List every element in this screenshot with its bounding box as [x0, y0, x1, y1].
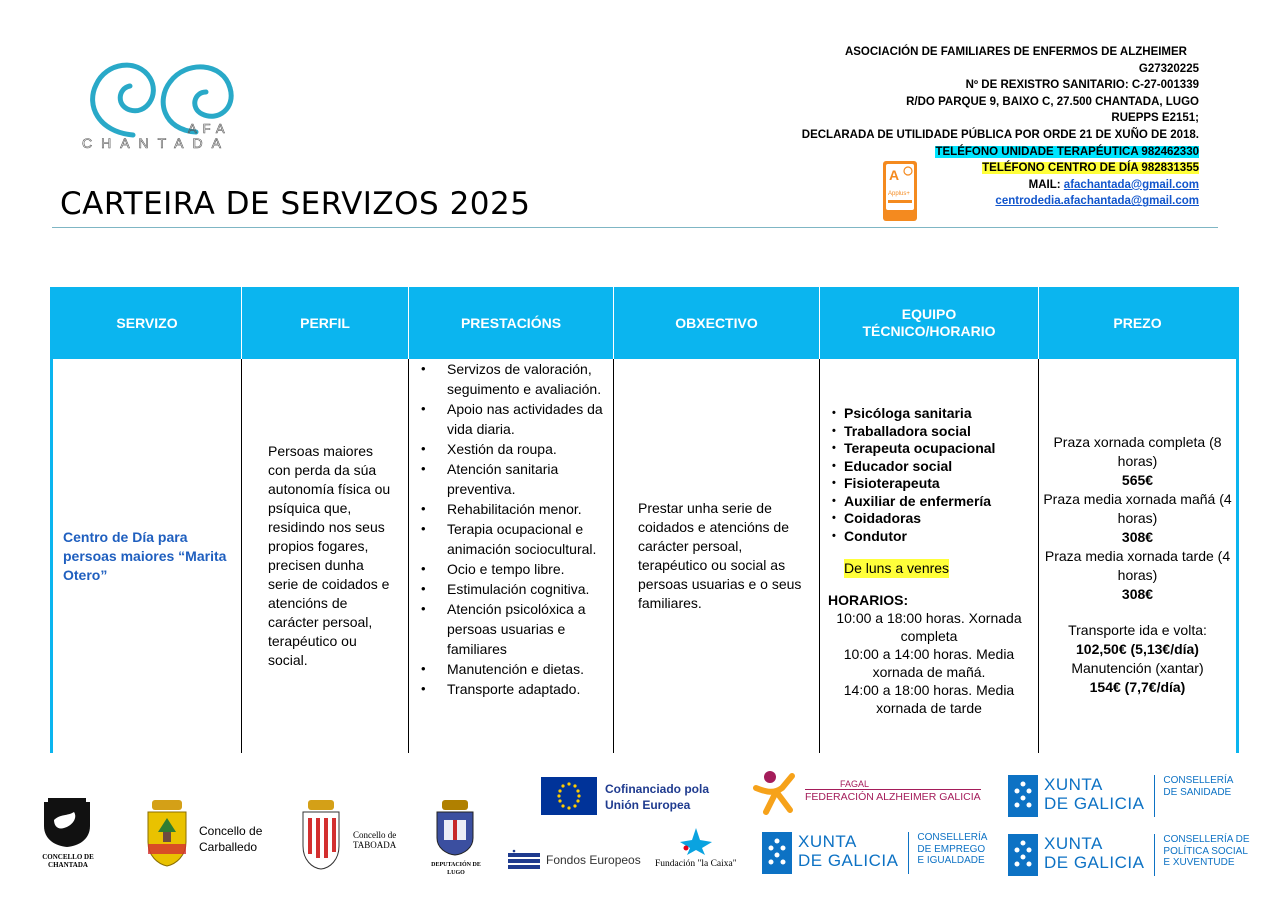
chantada-crest: [38, 796, 98, 869]
svg-text:CHANTADA: CHANTADA: [82, 135, 230, 151]
chantada-label: CONCELLO DE CHANTADA: [42, 853, 94, 869]
col-header-prezo: PREZO: [1039, 287, 1238, 359]
list-item: • Fisioterapeuta: [844, 475, 1038, 493]
applus-label: Applus+: [888, 191, 910, 197]
equipo-header-line: TÉCNICO/HORARIO: [862, 323, 996, 339]
list-item: • Auxiliar de enfermería: [844, 493, 1038, 511]
association-info: [802, 44, 1199, 210]
info-line: DECLARADA DE UTILIDADE PÚBLICA POR ORDE 21 DE XUÑO DE 2018.: [801, 128, 1199, 141]
horarios-label: HORARIOS:: [828, 592, 909, 608]
list-item: • Traballadora social: [844, 423, 1038, 441]
cell-perfil: Persoas maiores con perda da súa autonomía física ou psíquica que, residindo nos seus propios fogares, precisen dunha serie de coidados e atencións de carácter persoal, terapéutico ou social.: [242, 359, 409, 753]
info-line: RUEPPS E2151;: [1111, 112, 1199, 125]
title-divider: [52, 227, 1218, 228]
deputacion-label: DEPUTACIÓN DE LUGO: [431, 862, 481, 876]
phone-day-centre: TELÉFONO CENTRO DE DÍA 982831355: [982, 162, 1199, 175]
xunta-shield-icon: [762, 832, 792, 874]
fagal-federation-label: FEDERACIÓN ALZHEIMER GALICIA: [805, 791, 981, 803]
cell-obxectivo: Prestar unha serie de coidados e atencións de carácter persoal, terapéutico ou social as persoas usuarias e o seus familiares.: [614, 359, 820, 753]
horario-line: 10:00 a 18:00 horas. Xornada completa: [836, 610, 1022, 644]
crest-icon: [434, 798, 476, 856]
xunta-emprego-logo: XUNTA DE GALICIA CONSELLERÍA DE EMPREGO E IGUALDADE: [762, 832, 987, 874]
equipo-list: [820, 405, 1038, 545]
col-header-servizo: SERVIZO: [52, 287, 242, 359]
carballedo-crest: [144, 798, 190, 873]
crest-icon: [144, 798, 190, 868]
applus-certification-icon: [882, 160, 918, 222]
horario-line: 14:00 a 18:00 horas. Media xornada de tarde: [843, 682, 1015, 716]
fagal-label: FAGAL: [840, 779, 870, 789]
price-value: 308€: [1121, 529, 1154, 545]
svg-text:AFA: AFA: [188, 121, 231, 136]
horario-line: 10:00 a 14:00 horas. Media xornada de mañá.: [843, 646, 1015, 680]
eu-flag-icon: [541, 777, 597, 815]
list-item: • Rehabilitación menor.: [447, 499, 605, 519]
fagal-figure-icon: [752, 770, 802, 816]
carballedo-label: Concello de Carballedo: [199, 824, 263, 854]
price-value: 154€ (7,7€/día): [1089, 679, 1186, 695]
price-label: Praza media xornada mañá (4 horas): [1043, 491, 1232, 526]
taboada-crest: [300, 798, 342, 875]
list-item: • Atención psicolóxica a persoas usuarias e familiares: [447, 599, 605, 659]
list-item: • Xestión da roupa.: [447, 439, 605, 459]
xunta-shield-icon: [1008, 775, 1038, 817]
list-item: • Atención sanitaria preventiva.: [447, 459, 605, 499]
equipo-header-line: EQUIPO: [901, 306, 957, 322]
taboada-label: Concello de TABOADA: [353, 830, 397, 850]
cell-prestacions: [409, 359, 614, 753]
cell-prezo: [1039, 359, 1238, 753]
afa-chantada-logo: [78, 40, 283, 155]
xunta-sanidade-logo: XUNTA DE GALICIA CONSELLERÍA DE SANIDADE: [1008, 775, 1233, 817]
cell-equipo: [820, 359, 1039, 753]
page-title: CARTEIRA DE SERVIZOS 2025: [60, 186, 531, 222]
list-item: • Servizos de valoración, seguimento e avaliación.: [447, 359, 605, 399]
list-item: • Terapeuta ocupacional: [844, 440, 1038, 458]
info-line: ASOCIACIÓN DE FAMILIARES DE ENFERMOS DE ALZHEIMER: [844, 46, 1187, 58]
services-table: [50, 287, 1239, 753]
list-item: • Apoio nas actividades da vida diaria.: [447, 399, 605, 439]
prestacions-list: [409, 359, 613, 699]
phone-therapeutic-unit: TELÉFONO UNIDADE TERAPÉUTICA 982462330: [935, 145, 1199, 158]
list-item: • Psicóloga sanitaria: [844, 405, 1038, 423]
list-item: • Transporte adaptado.: [447, 679, 605, 699]
price-label: Praza xornada completa (8 horas): [1053, 434, 1222, 469]
days-highlight: De luns a venres: [844, 560, 950, 576]
mail-label: MAIL:: [1028, 178, 1064, 191]
xunta-shield-icon: [1008, 834, 1038, 876]
mail-link-afa[interactable]: afachantada@gmail.com: [1063, 178, 1199, 191]
col-header-prestacions: PRESTACIÓNS: [409, 287, 614, 359]
list-item: • Terapia ocupacional e animación sociocultural.: [447, 519, 605, 559]
price-value: 565€: [1121, 472, 1154, 488]
eu-cofinanced-label: Cofinanciado pola Unión Europea: [605, 782, 710, 812]
col-header-equipo: [820, 287, 1039, 359]
table-header-row: [52, 287, 1238, 359]
info-line: G27320225: [1138, 62, 1199, 75]
lacaixa-star-icon: [676, 826, 716, 856]
fondos-europeos: Fondos Europeos: [506, 849, 641, 871]
list-item: • Manutención e dietas.: [447, 659, 605, 679]
list-item: • Estimulación cognitiva.: [447, 579, 605, 599]
cell-servizo: Centro de Día para persoas maiores “Marita Otero”: [52, 359, 242, 753]
price-value: 308€: [1121, 586, 1154, 602]
svg-text:A: A: [889, 167, 900, 183]
list-item: • Condutor: [844, 528, 1038, 546]
price-value: 102,50€ (5,13€/día): [1076, 641, 1199, 657]
fagal-logo: [752, 770, 802, 821]
fondos-europeos-icon: [506, 849, 542, 871]
price-label: Praza media xornada tarde (4 horas): [1044, 548, 1231, 583]
col-header-obxectivo: OBXECTIVO: [614, 287, 820, 359]
list-item: • Ocio e tempo libre.: [447, 559, 605, 579]
mail-link-day-centre[interactable]: centrodedia.afachantada@gmail.com: [995, 195, 1199, 208]
deputacion-crest: [424, 798, 488, 877]
price-label: Transporte ida e volta:: [1068, 622, 1207, 638]
list-item: • Educador social: [844, 458, 1038, 476]
xunta-politica-social-logo: XUNTA DE GALICIA CONSELLERÍA DE POLÍTICA SOCIAL E XUVENTUDE: [1008, 834, 1250, 876]
price-label: Manutención (xantar): [1071, 660, 1204, 676]
list-item: • Coidadoras: [844, 510, 1038, 528]
col-header-perfil: PERFIL: [242, 287, 409, 359]
crest-icon: [38, 796, 96, 848]
table-row: [52, 359, 1238, 753]
fundacion-lacaixa: Fundación "la Caixa": [655, 826, 737, 869]
crest-icon: [300, 798, 342, 870]
info-line: R/DO PARQUE 9, BAIXO C, 27.500 CHANTADA, LUGO: [906, 95, 1199, 108]
info-line: Nº DE REXISTRO SANITARIO: C-27-001339: [965, 79, 1199, 92]
